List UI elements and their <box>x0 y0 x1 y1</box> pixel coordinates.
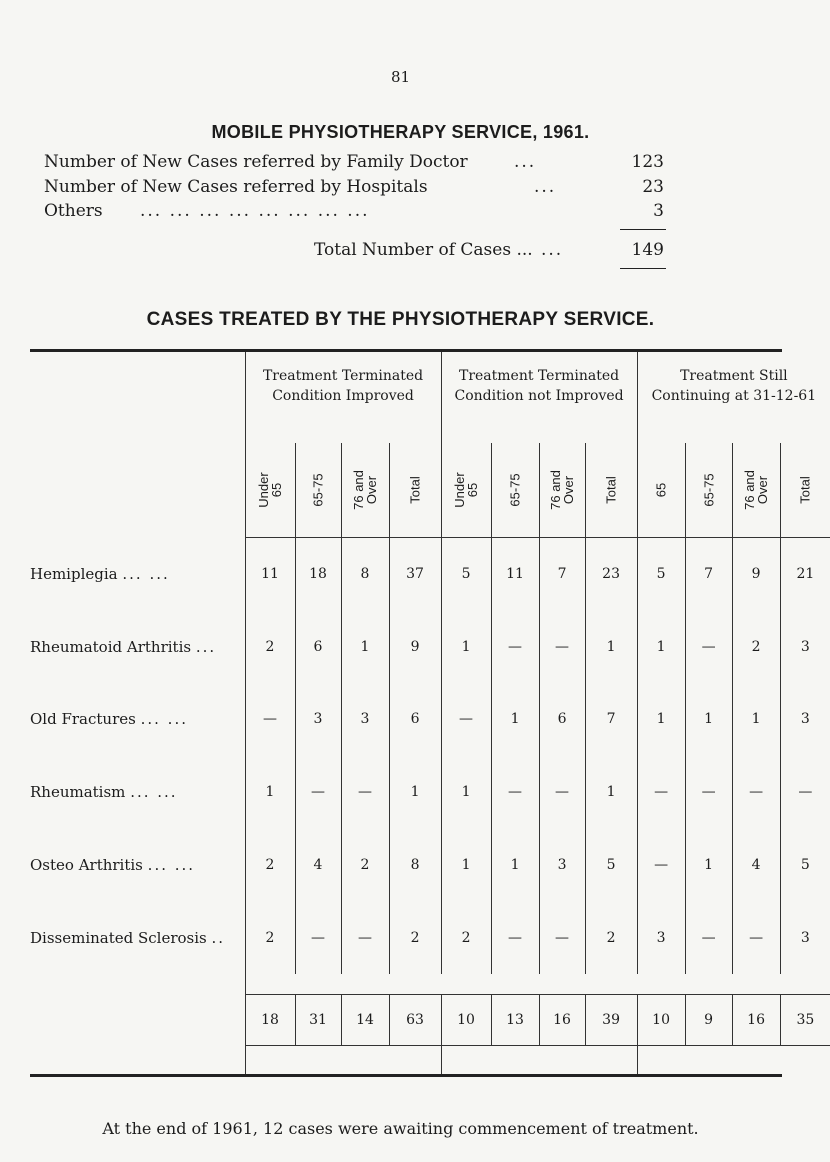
cell: — <box>685 901 732 974</box>
column-header: Under 65 <box>441 443 491 537</box>
cell: — <box>637 756 685 829</box>
cell: 1 <box>732 683 780 756</box>
cell: 2 <box>245 610 295 683</box>
referral-label: Number of New Cases referred by Hospitals <box>44 177 428 197</box>
cell: 3 <box>780 683 830 756</box>
table-bottom-rule <box>30 1074 782 1077</box>
cell: 7 <box>685 537 732 610</box>
referral-label: Number of New Cases referred by Family Doctor <box>44 152 468 172</box>
group-header-not-improved <box>441 352 637 443</box>
cell: 2 <box>585 901 637 974</box>
cell: — <box>295 901 341 974</box>
table-row <box>30 537 830 610</box>
cell: 1 <box>441 610 491 683</box>
total-cases-row <box>44 240 664 262</box>
group-header-line: Treatment Terminated <box>458 368 620 384</box>
cell: 1 <box>637 610 685 683</box>
referral-value: 3 <box>653 201 664 221</box>
row-dots: ... ... <box>147 855 196 874</box>
cell: 1 <box>585 610 637 683</box>
referral-row-others <box>44 201 664 223</box>
column-header: 65-75 <box>491 443 539 537</box>
cell: 5 <box>637 537 685 610</box>
total-cell: 9 <box>685 995 732 1046</box>
total-cases-dots: ... <box>541 240 564 260</box>
cell: 2 <box>245 901 295 974</box>
total-cell: 31 <box>295 995 341 1046</box>
total-cell: 18 <box>245 995 295 1046</box>
table-row <box>30 683 830 756</box>
cell: 3 <box>295 683 341 756</box>
cell: 6 <box>389 683 441 756</box>
referral-dots: ... ... ... ... ... ... ... ... <box>140 201 370 221</box>
total-cell: 16 <box>539 995 585 1046</box>
cell: 3 <box>539 829 585 902</box>
cell: — <box>539 756 585 829</box>
cell: 4 <box>295 829 341 902</box>
row-dots: ... ... <box>140 710 188 729</box>
group-header-improved <box>245 352 441 443</box>
cell: 23 <box>585 537 637 610</box>
cell: 3 <box>637 901 685 974</box>
referral-row-family-doctor <box>44 152 664 174</box>
cell: 5 <box>780 829 830 902</box>
empty-corner <box>30 352 245 443</box>
total-cell: 63 <box>389 995 441 1046</box>
column-header: 65-75 <box>295 443 341 537</box>
row-label: Rheumatoid Arthritis <box>30 637 192 656</box>
cell: 7 <box>539 537 585 610</box>
page-number: 81 <box>390 68 411 86</box>
cell: 3 <box>780 901 830 974</box>
cell: 1 <box>441 829 491 902</box>
cell: 2 <box>389 901 441 974</box>
cell: 21 <box>780 537 830 610</box>
totals-row <box>30 995 830 1046</box>
row-label: Disseminated Sclerosis <box>30 928 207 947</box>
cell: — <box>539 610 585 683</box>
cell: — <box>732 756 780 829</box>
row-dots: ... ... <box>130 783 178 802</box>
row-label: Osteo Arthritis <box>30 855 143 874</box>
cell: — <box>341 756 389 829</box>
group-header-line: Condition not Improved <box>454 388 624 404</box>
referral-dots: ... <box>534 177 557 197</box>
table-row <box>30 756 830 829</box>
cell: — <box>780 756 830 829</box>
referral-value: 23 <box>642 177 664 197</box>
group-header-line: Condition Improved <box>272 388 414 404</box>
cell: 9 <box>732 537 780 610</box>
total-rule <box>620 268 666 269</box>
column-header: 76 and Over <box>341 443 389 537</box>
column-header: 65 <box>637 443 685 537</box>
footnote: At the end of 1961, 12 cases were awaiting commencement of treatment. <box>102 1119 699 1138</box>
cell: 5 <box>585 829 637 902</box>
column-header: Total <box>780 443 830 537</box>
total-cases-label: Total Number of Cases ... <box>314 240 533 260</box>
cell: 3 <box>780 610 830 683</box>
cell: — <box>491 901 539 974</box>
referral-value: 123 <box>631 152 664 172</box>
cell: 4 <box>732 829 780 902</box>
cell: 1 <box>491 829 539 902</box>
cell: 7 <box>585 683 637 756</box>
cell: 5 <box>441 537 491 610</box>
total-cell: 35 <box>780 995 830 1046</box>
cell: 1 <box>341 610 389 683</box>
column-header: 76 and Over <box>539 443 585 537</box>
cell: — <box>732 901 780 974</box>
sum-rule <box>620 229 666 230</box>
table-row <box>30 610 830 683</box>
referral-dots: ... <box>514 152 537 172</box>
cell: 1 <box>685 829 732 902</box>
row-dots: .. <box>211 928 226 947</box>
cell: 2 <box>732 610 780 683</box>
cell: 3 <box>341 683 389 756</box>
table-title: CASES TREATED BY THE PHYSIOTHERAPY SERVICE. <box>146 309 655 330</box>
column-header: 76 and Over <box>732 443 780 537</box>
cell: 9 <box>389 610 441 683</box>
total-cell: 10 <box>441 995 491 1046</box>
total-cell: 39 <box>585 995 637 1046</box>
cell: — <box>539 901 585 974</box>
cell: 37 <box>389 537 441 610</box>
column-header: Total <box>389 443 441 537</box>
cell: 8 <box>341 537 389 610</box>
cell: 1 <box>491 683 539 756</box>
cell: — <box>685 756 732 829</box>
row-dots: ... <box>195 637 217 656</box>
cell: — <box>441 683 491 756</box>
cell: 1 <box>441 756 491 829</box>
row-dots: ... ... <box>122 564 170 583</box>
cell: 2 <box>341 829 389 902</box>
cell: — <box>245 683 295 756</box>
table-row <box>30 901 830 974</box>
cell: 1 <box>637 683 685 756</box>
group-header-continuing <box>637 352 830 443</box>
cell: — <box>341 901 389 974</box>
cell: — <box>637 829 685 902</box>
row-label: Hemiplegia <box>30 564 118 583</box>
group-header-line: Continuing at 31-12-61 <box>651 388 817 404</box>
cell: 6 <box>539 683 585 756</box>
cases-table <box>30 352 830 1074</box>
cell: 8 <box>389 829 441 902</box>
group-header-line: Treatment Terminated <box>262 368 424 384</box>
table-row <box>30 829 830 902</box>
column-header: Under 65 <box>245 443 295 537</box>
total-cell: 10 <box>637 995 685 1046</box>
total-cell: 13 <box>491 995 539 1046</box>
cell: 1 <box>389 756 441 829</box>
cell: 6 <box>295 610 341 683</box>
group-header-line: Treatment Still <box>680 368 788 384</box>
cell: 1 <box>685 683 732 756</box>
column-header: 65-75 <box>685 443 732 537</box>
cell: 11 <box>491 537 539 610</box>
cell: 1 <box>585 756 637 829</box>
total-cases-value: 149 <box>631 240 664 260</box>
cell: 2 <box>245 829 295 902</box>
cell: — <box>491 756 539 829</box>
total-cell: 16 <box>732 995 780 1046</box>
cell: — <box>491 610 539 683</box>
cell: 2 <box>441 901 491 974</box>
referral-row-hospitals <box>44 177 664 199</box>
cell: 1 <box>245 756 295 829</box>
cell: 18 <box>295 537 341 610</box>
cell: — <box>685 610 732 683</box>
service-title: MOBILE PHYSIOTHERAPY SERVICE, 1961. <box>211 122 590 142</box>
row-label: Old Fractures <box>30 710 136 729</box>
cell: 11 <box>245 537 295 610</box>
column-header: Total <box>585 443 637 537</box>
row-label: Rheumatism <box>30 783 126 802</box>
cell: — <box>295 756 341 829</box>
referral-label: Others <box>44 201 103 221</box>
total-cell: 14 <box>341 995 389 1046</box>
